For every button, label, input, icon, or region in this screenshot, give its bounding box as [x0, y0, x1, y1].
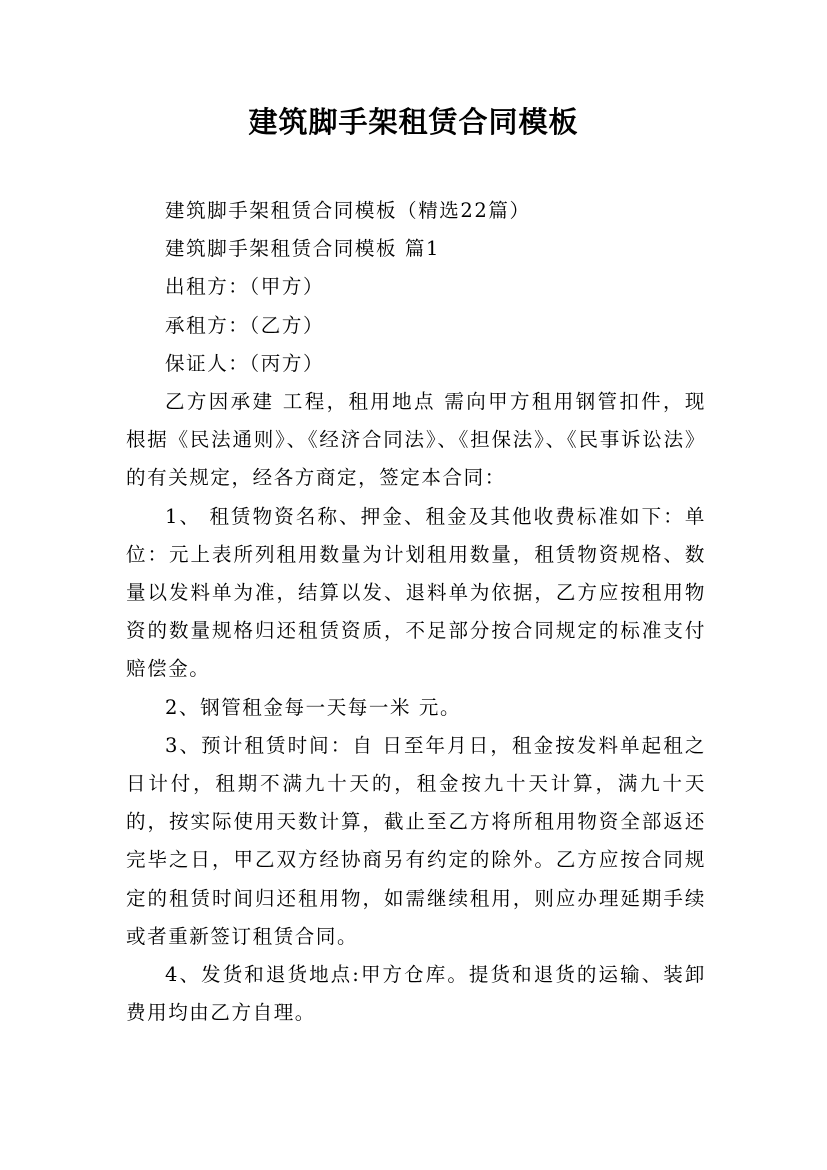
section-heading-paragraph: 建筑脚手架租赁合同模板 篇1 [165, 237, 441, 261]
clause-2-paragraph: 2、钢管租金每一天每一米 元。 [165, 695, 462, 719]
lessor-paragraph: 出租方：（甲方） [165, 275, 325, 299]
preamble-paragraph: 乙方因承建 工程，租用地点 需向甲方租用钢管扣件，现根据《民法通则》、《经济合同法》、《担保法》、《民事诉讼法》的有关规定，经各方商定，签定本合同： [126, 390, 706, 490]
document-title: 建筑脚手架租赁合同模板 [248, 105, 579, 139]
document-body [126, 192, 706, 1032]
lessee-paragraph: 承租方：（乙方） [165, 313, 325, 337]
guarantor-paragraph: 保证人：（丙方） [165, 351, 325, 375]
clause-1-paragraph: 1、 租赁物资名称、押金、租金及其他收费标准如下：单位：元上表所列租用数量为计划租用数量，租赁物资规格、数量以发料单为准，结算以发、退料单为依据，乙方应按租用物资的数量规格归还租赁资质，不足部分按合同规定的标准支付赔偿金。 [126, 504, 706, 681]
clause-4-paragraph: 4、发货和退货地点:甲方仓库。提货和退货的运输、装卸费用均由乙方自理。 [126, 963, 706, 1025]
subtitle-paragraph: 建筑脚手架租赁合同模板（精选22篇） [165, 199, 531, 222]
clause-3-paragraph: 3、预计租赁时间：自 日至年月日，租金按发料单起租之日计付，租期不满九十天的，租金按九十天计算，满九十天的，按实际使用天数计算，截止至乙方将所租用物资全部返还完毕之日，甲乙双方经协商另有约定的除外。乙方应按合同规定的租赁时间归还租用物，如需继续租用，则应办理延期手续或者重新签订租赁合同。 [126, 733, 706, 948]
